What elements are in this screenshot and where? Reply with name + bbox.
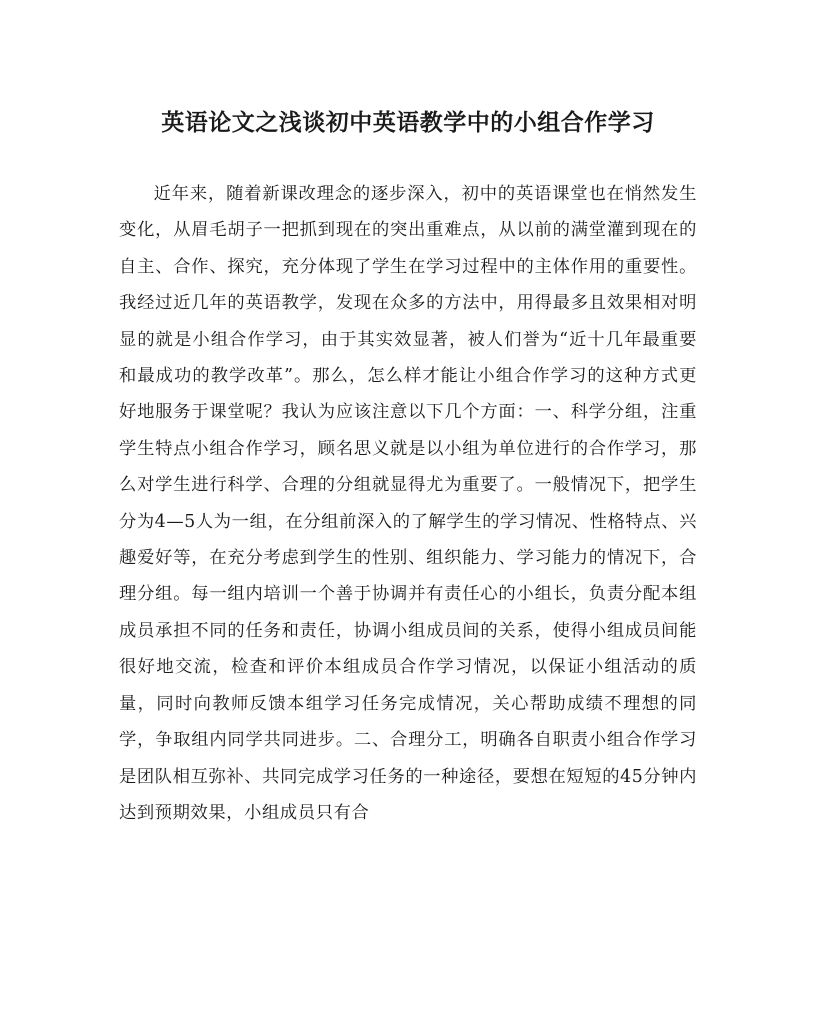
document-title: 英语论文之浅谈初中英语教学中的小组合作学习 bbox=[161, 109, 655, 136]
body-paragraph: 近年来，随着新课改理念的逐步深入，初中的英语课堂也在悄然发生变化，从眉毛胡子一把抓到现在的突出重难点，从以前的满堂灌到现在的自主、合作、探究，充分体现了学生在学习过程中的主体作用的重要性。我经过近几年的英语教学，发现在众多的方法中，用得最多且效果相对明显的就是小组合作学习，由于其实效显著，被人们誉为“近十几年最重要和最成功的教学改革”。那么，怎么样才能让小组合作学习的这种方式更好地服务于课堂呢？我认为应该注意以下几个方面：一、科学分组，注重学生特点小组合作学习，顾名思义就是以小组为单位进行的合作学习，那么对学生进行科学、合理的分组就显得尤为重要了。一般情况下，把学生分为4—5人为一组，在分组前深入的了解学生的学习情况、性格特点、兴趣爱好等，在充分考虑到学生的性别、组织能力、学习能力的情况下，合理分组。每一组内培训一个善于协调并有责任心的小组长，负责分配本组成员承担不同的任务和责任，协调小组成员间的关系，使得小组成员间能很好地交流，检查和评价本组成员合作学习情况，以保证小组活动的质量，同时向教师反馈本组学习任务完成情况，关心帮助成绩不理想的同学，争取组内同学共同进步。二、合理分工，明确各自职责小组合作学习是团队相互弥补、共同完成学习任务的一种途径，要想在短短的45分钟内达到预期效果，小组成员只有合 bbox=[119, 184, 697, 823]
